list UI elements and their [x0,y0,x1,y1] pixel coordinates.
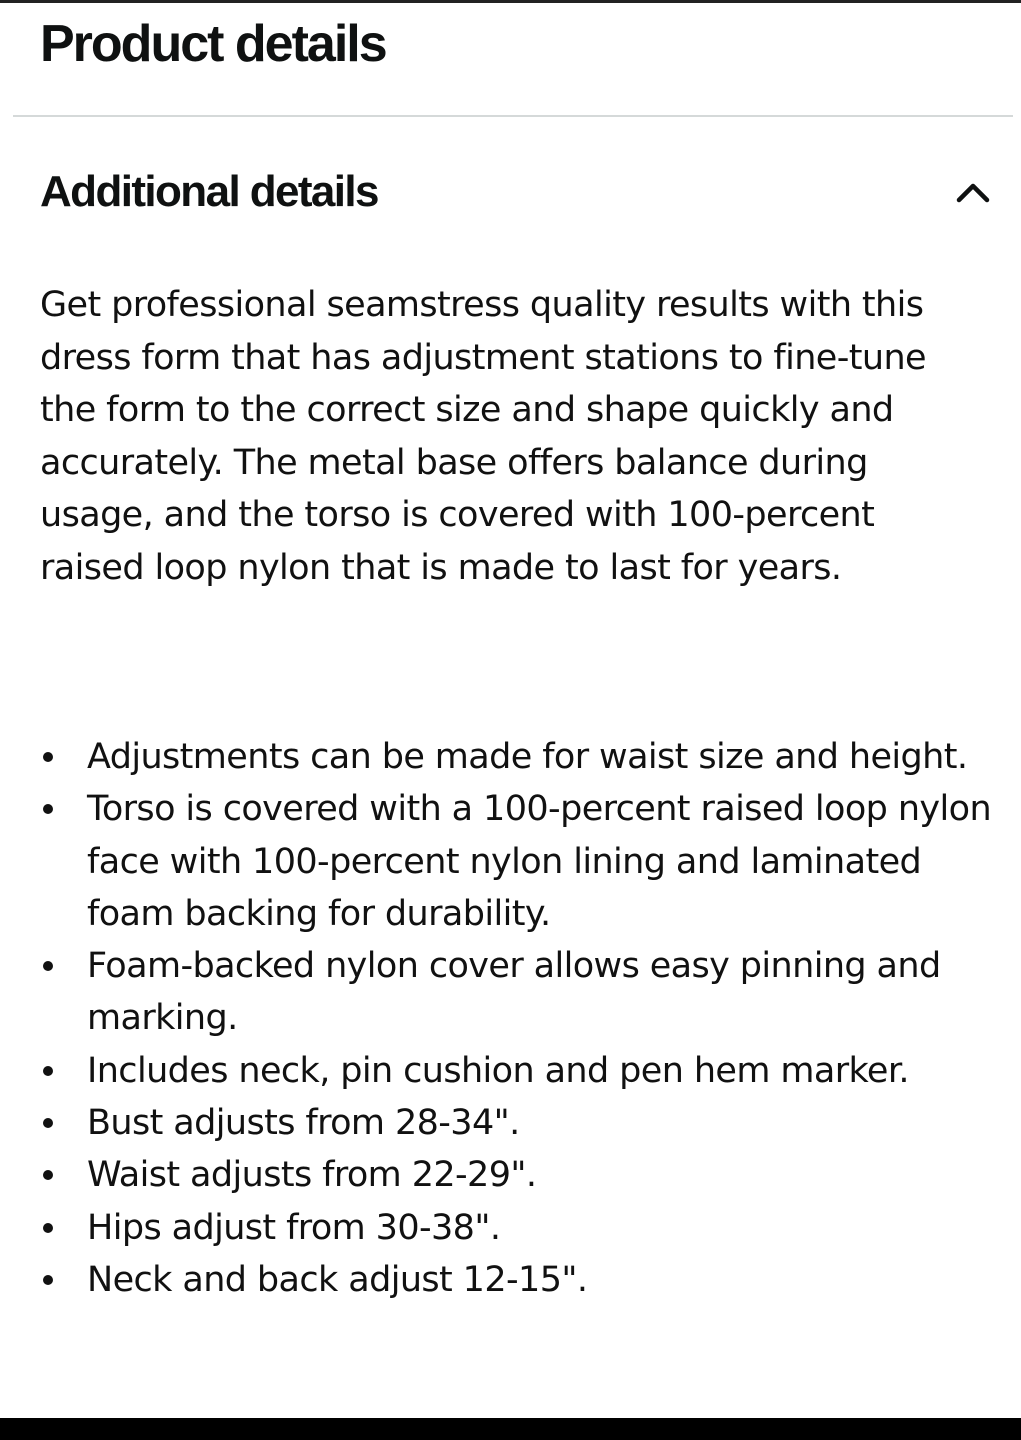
chevron-up-icon[interactable] [953,172,993,212]
section-title: Additional details [40,167,378,216]
section-divider [13,115,1013,117]
page-title: Product details [40,15,386,73]
list-item: Adjustments can be made for waist size and height. [40,731,1001,783]
list-item: Hips adjust from 30-38". [40,1202,1001,1254]
list-item: Torso is covered with a 100-percent raised loop nylon face with 100-percent nylon lining and laminated foam backing for durability. [40,783,1001,940]
list-item: Neck and back adjust 12-15". [40,1254,1001,1306]
additional-details-toggle[interactable] [40,161,993,223]
details-content [40,279,981,594]
list-item: Bust adjusts from 28-34". [40,1097,1001,1149]
list-item: Waist adjusts from 22-29". [40,1149,1001,1201]
list-item: Includes neck, pin cushion and pen hem marker. [40,1045,1001,1097]
product-description: Get professional seamstress quality results with this dress form that has adjustment stations to fine-tune the form to the correct size and shape quickly and accurately. The metal base offers balance during usage, and the torso is covered with 100-percent raised loop nylon that is made to last for years. [40,285,926,588]
feature-list [40,731,1001,1306]
list-item: Foam-backed nylon cover allows easy pinning and marking. [40,940,1001,1045]
